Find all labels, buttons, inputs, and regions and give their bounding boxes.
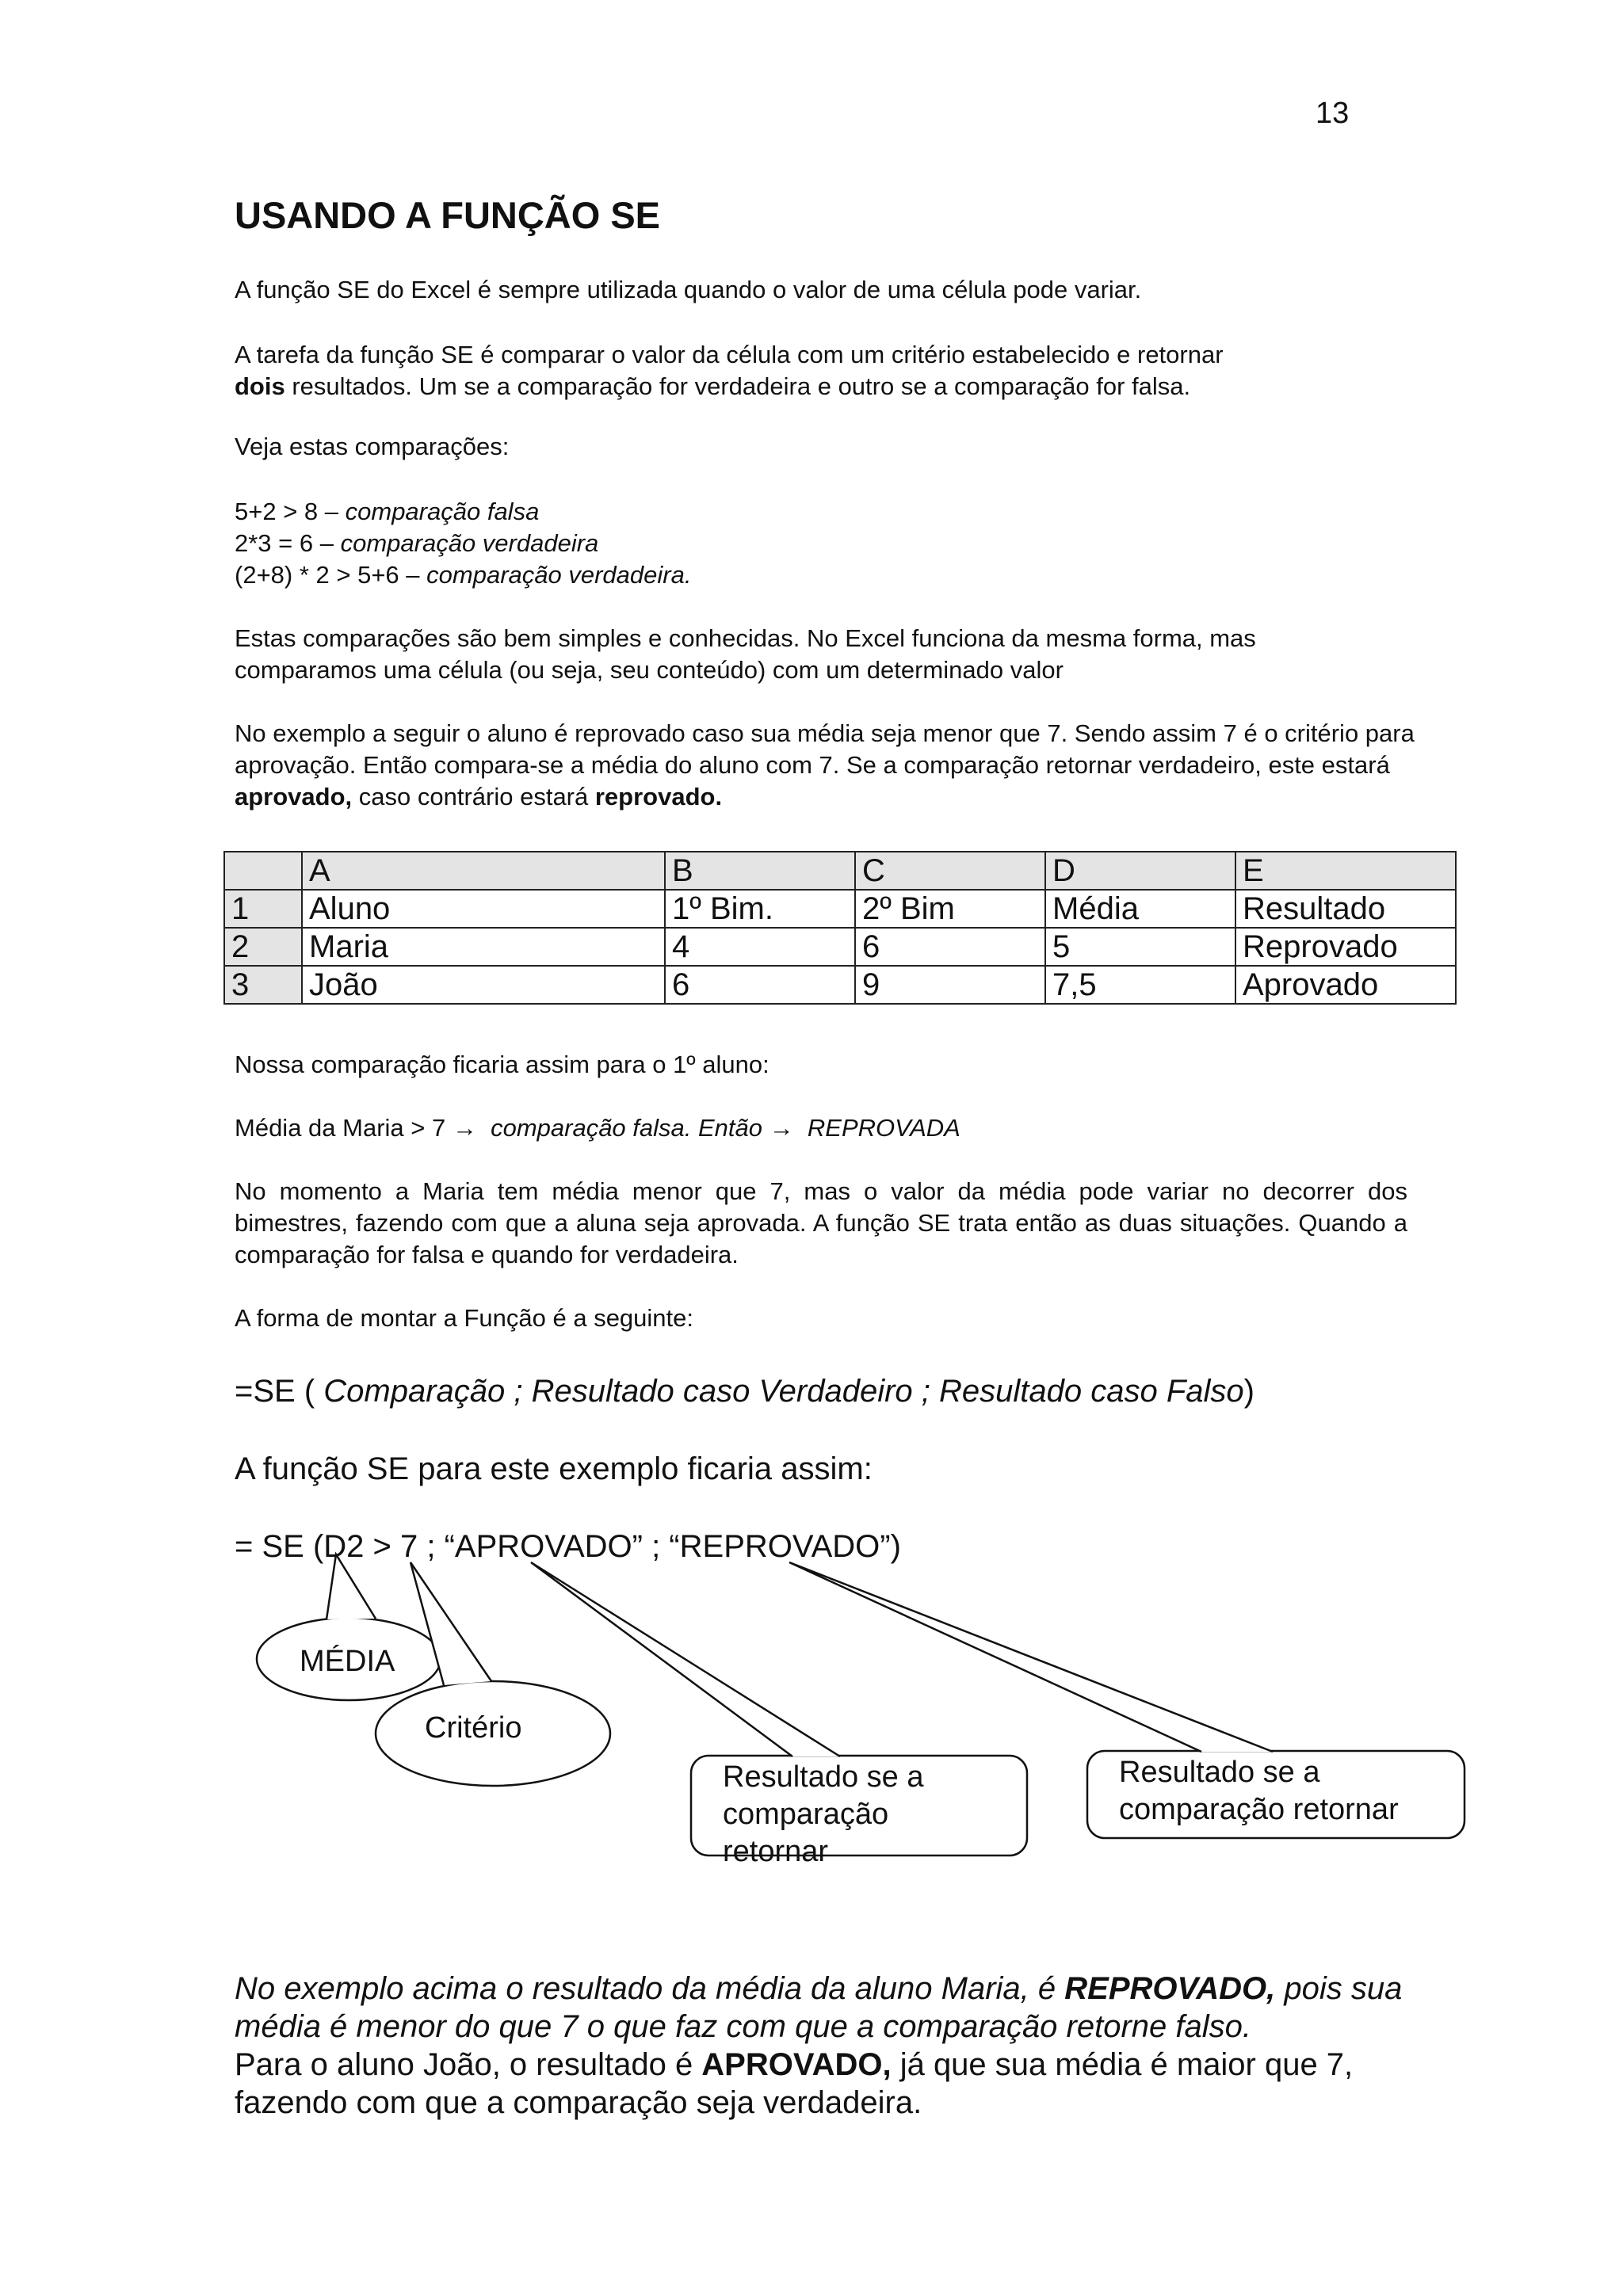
moment-paragraph: No momento a Maria tem média menor que 7, mas o valor da média pode variar no decorrer dos bimestres, fazendo com que a aluna seja aprovada. A função SE trata então as duas situações. Quando a comparação for falsa e quando for verdadeira.	[235, 1177, 1407, 1268]
table-cell: 7,5	[1045, 966, 1235, 1004]
column-header: A	[302, 852, 665, 890]
page-number: 13	[1316, 97, 1350, 130]
true-result-line: Resultado se a	[723, 1760, 924, 1794]
media-line-start: Média da Maria > 7	[235, 1114, 453, 1142]
form-line: A forma de montar a Função é a seguinte:	[235, 1304, 694, 1332]
table-cell: 2º Bim	[855, 890, 1045, 928]
page-title: USANDO A FUNÇÃO SE	[235, 194, 661, 236]
table-cell: Aluno	[302, 890, 665, 928]
conclusion-bold-aprovado: APROVADO,	[701, 2047, 892, 2082]
example-intro: A função SE para este exemplo ficaria assim:	[235, 1451, 873, 1486]
row-number: 3	[224, 966, 302, 1004]
conclusion-paragraph	[235, 1970, 1423, 2122]
column-header: B	[665, 852, 855, 890]
false-result-line: Resultado se a	[1119, 1756, 1320, 1789]
syntax-end: )	[1243, 1374, 1254, 1409]
column-header: C	[855, 852, 1045, 890]
column-header: E	[1235, 852, 1456, 890]
example-bold-reprovado: reprovado.	[594, 783, 723, 810]
table-cell: 1º Bim.	[665, 890, 855, 928]
arrow-right-icon: →	[452, 1114, 477, 1142]
conclusion-part4: já que sua média é maior que 7, fazendo com que a comparação seja verdadeira.	[235, 2047, 1354, 2120]
conclusion-part3: Para o aluno João, o resultado é	[235, 2047, 702, 2082]
false-result-line: comparação retornar	[1119, 1793, 1399, 1826]
comparison-expr: 5+2 > 8 –	[235, 498, 346, 525]
false-result-callout-pointer	[789, 1562, 1273, 1752]
table-cell: Aprovado	[1235, 966, 1456, 1004]
row-number: 2	[224, 928, 302, 966]
table-cell: 6	[665, 966, 855, 1004]
example-bold-aprovado: aprovado,	[235, 783, 353, 810]
true-result-line: comparação	[723, 1798, 889, 1831]
table-cell: 5	[1045, 928, 1235, 966]
task-line2: resultados. Um se a comparação for verdadeira e outro se a comparação for falsa.	[285, 372, 1191, 400]
first-student-line: Nossa comparação ficaria assim para o 1º aluno:	[235, 1051, 769, 1078]
see-comparisons: Veja estas comparações:	[235, 433, 510, 460]
task-bold: dois	[235, 372, 285, 400]
conclusion-part2: pois sua média é menor do que 7 o que faz com que a comparação retorne falso.	[235, 1971, 1403, 2044]
true-result-callout-text	[723, 1759, 1016, 1868]
table-cell: 9	[855, 966, 1045, 1004]
criterio-callout-label: Critério	[425, 1711, 522, 1745]
table-cell: Reprovado	[1235, 928, 1456, 966]
table-cell: Maria	[302, 928, 665, 966]
table-cell: João	[302, 966, 665, 1004]
conclusion-part1: No exemplo acima o resultado da média da aluno Maria, é	[235, 1971, 1065, 2006]
intro-paragraph: A função SE do Excel é sempre utilizada quando o valor de uma célula pode variar.	[235, 276, 1142, 303]
table-cell: Média	[1045, 890, 1235, 928]
task-line1: A tarefa da função SE é comparar o valor da célula com um critério estabelecido e retornar	[235, 341, 1224, 368]
conclusion-bold-reprovado: REPROVADO,	[1064, 1971, 1276, 2006]
false-result-callout-text	[1119, 1754, 1460, 1833]
syntax-args: Comparação ; Resultado caso Verdadeiro ; Resultado caso Falso	[323, 1374, 1244, 1409]
comparison-label: comparação falsa	[345, 498, 540, 525]
arrow-right-icon: →	[769, 1114, 794, 1142]
example-middle: caso contrário estará	[352, 783, 595, 810]
media-callout-pointer	[327, 1554, 376, 1619]
media-line-end: REPROVADA	[807, 1114, 960, 1142]
row-number: 1	[224, 890, 302, 928]
comparison-label: comparação verdadeira	[340, 529, 599, 557]
comparison-expr: 2*3 = 6 –	[235, 529, 341, 557]
column-header: D	[1045, 852, 1235, 890]
comparison-label: comparação verdadeira.	[426, 561, 692, 589]
syntax-start: =SE (	[235, 1374, 324, 1409]
formula-line: = SE (D2 > 7 ; “APROVADO” ; “REPROVADO”)	[235, 1529, 901, 1564]
table-cell: Resultado	[1235, 890, 1456, 928]
example-text: No exemplo a seguir o aluno é reprovado caso sua média seja menor que 7. Sendo assim 7 é o critério para aprovação. Então compara-se a média do aluno com 7. Se a comparação retornar verdadeiro, este estará	[235, 719, 1415, 779]
true-result-line: retornar	[723, 1835, 829, 1868]
simple-paragraph: Estas comparações são bem simples e conhecidas. No Excel funciona da mesma forma, mas comparamos uma célula (ou seja, seu conteúdo) com um determinado valor	[235, 624, 1256, 684]
comparison-expr: (2+8) * 2 > 5+6 –	[235, 561, 427, 589]
table-cell: 6	[855, 928, 1045, 966]
table-cell: 4	[665, 928, 855, 966]
media-callout-label: MÉDIA	[300, 1645, 395, 1678]
media-line-mid: comparação falsa. Então	[491, 1114, 763, 1142]
